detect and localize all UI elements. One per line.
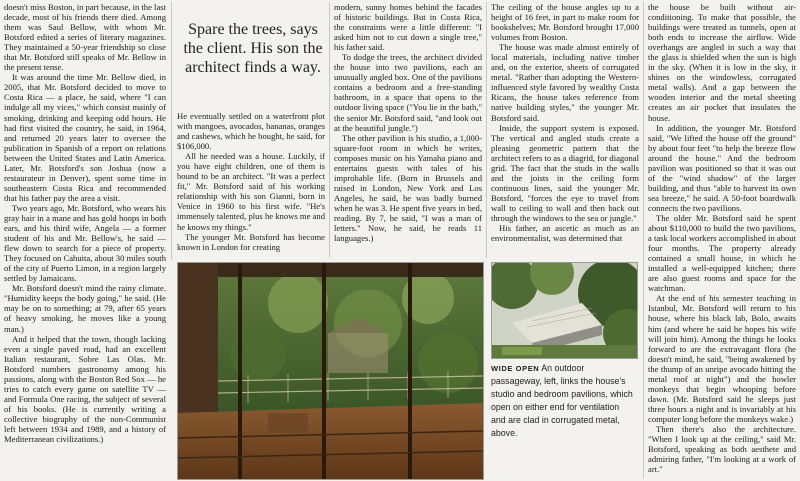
- paragraph: The ceiling of the house angles up to a height of 16 feet, in part to make room for bookshelves; Mr. Botsford brought 17,000 volumes from Boston.: [491, 2, 639, 43]
- paragraph: The house was made almost entirely of local materials, including native timber and, on the exterior, sheets of corrugated metal. "Rather than adopting the Western-influenced style favored by wealthy Costa Ricans, the house takes reference from native building styles," the younger Mr. Botsford said.: [491, 42, 639, 123]
- article-column-1: [4, 2, 166, 444]
- paragraph: In addition, the younger Mr. Botsford said, "We lifted the house off the ground" by about four feet "to help the breeze flow around the house." And the bedroom pavilion was positioned so that it was out of the "wind shadow" of the larger building, and thus "able to harvest its own sea breeze," he said. A 50-foot boardwalk connects the two pavilions.: [648, 122, 796, 213]
- column-rule: [643, 2, 644, 478]
- paragraph: doesn't miss Boston, in part because, in the last decade, most of his friends there died. Among them was Saul Bellow, with whom Mr. Botsford edited a series of literary magazines. They maintained a 50-year friendship so close that Mr. Botsford still speaks of Mr. Bellow in the present tense.: [4, 2, 166, 73]
- paragraph: The younger Mr. Botsford has become known in London for creating: [177, 231, 325, 252]
- paragraph: the house be built without air-conditioning. To make that possible, the buildings were treated as tunnels, open at both ends to increase the airflow. Wide overhangs are angled in such a way that the glass is shielded when the sun is high in the sky. (When it is low in the sky, it shines on the windowless, corrugated metal walls). And a gap between the wooden interior and the metal sheeting creates an air pocket that insulates the house.: [648, 2, 796, 123]
- paragraph: modern, sunny homes behind the facades of historic buildings. But in Costa Rica, the constraints were a little different: "I asked him not to cut down a single tree," his father said.: [334, 2, 482, 53]
- article-column-2: [177, 111, 325, 252]
- paragraph: He eventually settled on a waterfront plot with mangoes, avocados, bananas, oranges and cashews, which he bought, he said, for $106,000.: [177, 111, 325, 152]
- paragraph: And it helped that the town, though lacking even a single paved road, had an excellent Italian restaurant, Sobre Las Olas. Mr. Botsford numbers gastronomy among his passions, along with the Boston Red Sox — he tries to catch every game on satellite TV — and Formula One racing, the subject of several of his books. (He is currently writing a collective biography of the non-Communist left between 1934 and 1989, and a history of Mediterranean civilizations.): [4, 333, 166, 445]
- paragraph: Two years ago, Mr. Botsford, who wears his gray hair in a mane and has gold hoops in both ears, and his third wife, Angela — a former student of his and Mr. Bellow's, he said — flew down to search for a piece of property. They focused on Cahuita, about 30 miles south of the city of Puerto Limon, in a region largely settled by Jamaicans.: [4, 202, 166, 284]
- column-rule: [171, 2, 172, 260]
- article-column-3: [334, 2, 482, 243]
- article-column-5: [648, 2, 796, 474]
- column-rule: [486, 2, 487, 258]
- paragraph: All he needed was a house. Luckily, if you have eight children, one of them is bound to be an architect. "It was a perfect fit," Mr. Botsford said of his working relationship with his son Gianni, born in Venice in 1960 to his first wife. "He's immensely talented, plus he knows me and he knows my things.": [177, 151, 325, 232]
- article-column-4: [491, 2, 639, 243]
- paragraph: Inside, the support system is exposed. The vertical and angled studs create a pleasing geometric pattern that the architect refers to as a diagrid, for diagonal grid. The fact that the studs in the walls and the joists in the ceiling form continuous lines, said the younger Mr. Botsford, "forces the eye to travel from wall to ceiling to wall and then back out through the windows to the sea or jungle.": [491, 122, 639, 223]
- paragraph: To dodge the trees, the architect divided the house into two pavilions, each an unusually angled box. One of the pavilions contains a bedroom and a free-standing bathroom, in a space that opens to the outdoor living space ("You lie in the bath," the senior Mr. Botsford said, "and look out at the beautiful jungle."): [334, 52, 482, 133]
- caption-text: An outdoor passageway, left, links the house's studio and bedroom pavilions, which open on either end for ventilation and are clad in corrugated metal, above.: [491, 363, 633, 438]
- caption-lead: WIDE OPEN: [491, 364, 540, 373]
- paragraph: His father, an ascetic as much as an environmentalist, was determined that: [491, 223, 639, 244]
- paragraph: It was around the time Mr. Bellow died, in 2005, that Mr. Botsford decided to move to Costa Rica — a place, he said, where "I can indulge all my vices," which consist mainly of smoking, drinking and keeping odd hours. He had first visited the country, he said, in 1964, and returned 20 years later to oversee the publication in Spanish of a report on relations between the United States and Latin America. Later, Mr. Botsford's son Joshua (now a restaurateur in Denver), spent some time in southeastern Costa Rica and recommended that his father pay the area a visit.: [4, 72, 166, 203]
- paragraph: Then there's also the architecture. "When I look up at the ceiling," said Mr. Botsford, speaking as both aesthete and admiring father, "I'm looking at a work of art.": [648, 423, 796, 475]
- passageway-photo: [177, 262, 484, 480]
- paragraph: At the end of his semester teaching in Istanbul, Mr. Botsford will return to his house, where his black lab, Bolo, awaits him (and where he said he hopes his wife will join him). Among the things he looks forward to are the extravagant flora (he doesn't mind, he said, "being awakened by the thump of an unripe avocado hitting the metal roof at night") and the howler monkeys that begin whooping before dawn. (Mr. Botsford said he sleeps just three hours a night and is invariably at his computer long before the monkeys wake.): [648, 293, 796, 424]
- photo-caption: [491, 362, 635, 440]
- paragraph: The older Mr. Botsford said he spent about $110,000 to build the two pavilions, a task local workers accomplished in about four months. The property already contained a small house, in which he installed a well-equipped kitchen; there are also guest rooms and space for the watchman.: [648, 212, 796, 294]
- column-rule: [329, 2, 330, 258]
- pavilion-photo: [491, 262, 638, 359]
- paragraph: Mr. Botsford doesn't mind the rainy climate. "Humidity keeps the body going," he said. (He may be on to something; at 79, after 65 years of heavy smoking, he moves like a young man.): [4, 283, 166, 334]
- paragraph: The other pavilion is his studio, a 1,000-square-foot room in which he writes, composes music on his Yamaha piano and entertains guests with tales of his improbable life. (Born in Brussels and raised in London, New York and Los Angeles, he said, he was badly burned when he was 3. He spent five years in bed, reading. By 7, he said, "I was a man of letters." Now, he said, he reads 11 languages.): [334, 132, 482, 244]
- pull-quote: Spare the trees, says the client. His son the architect finds a way.: [183, 21, 323, 76]
